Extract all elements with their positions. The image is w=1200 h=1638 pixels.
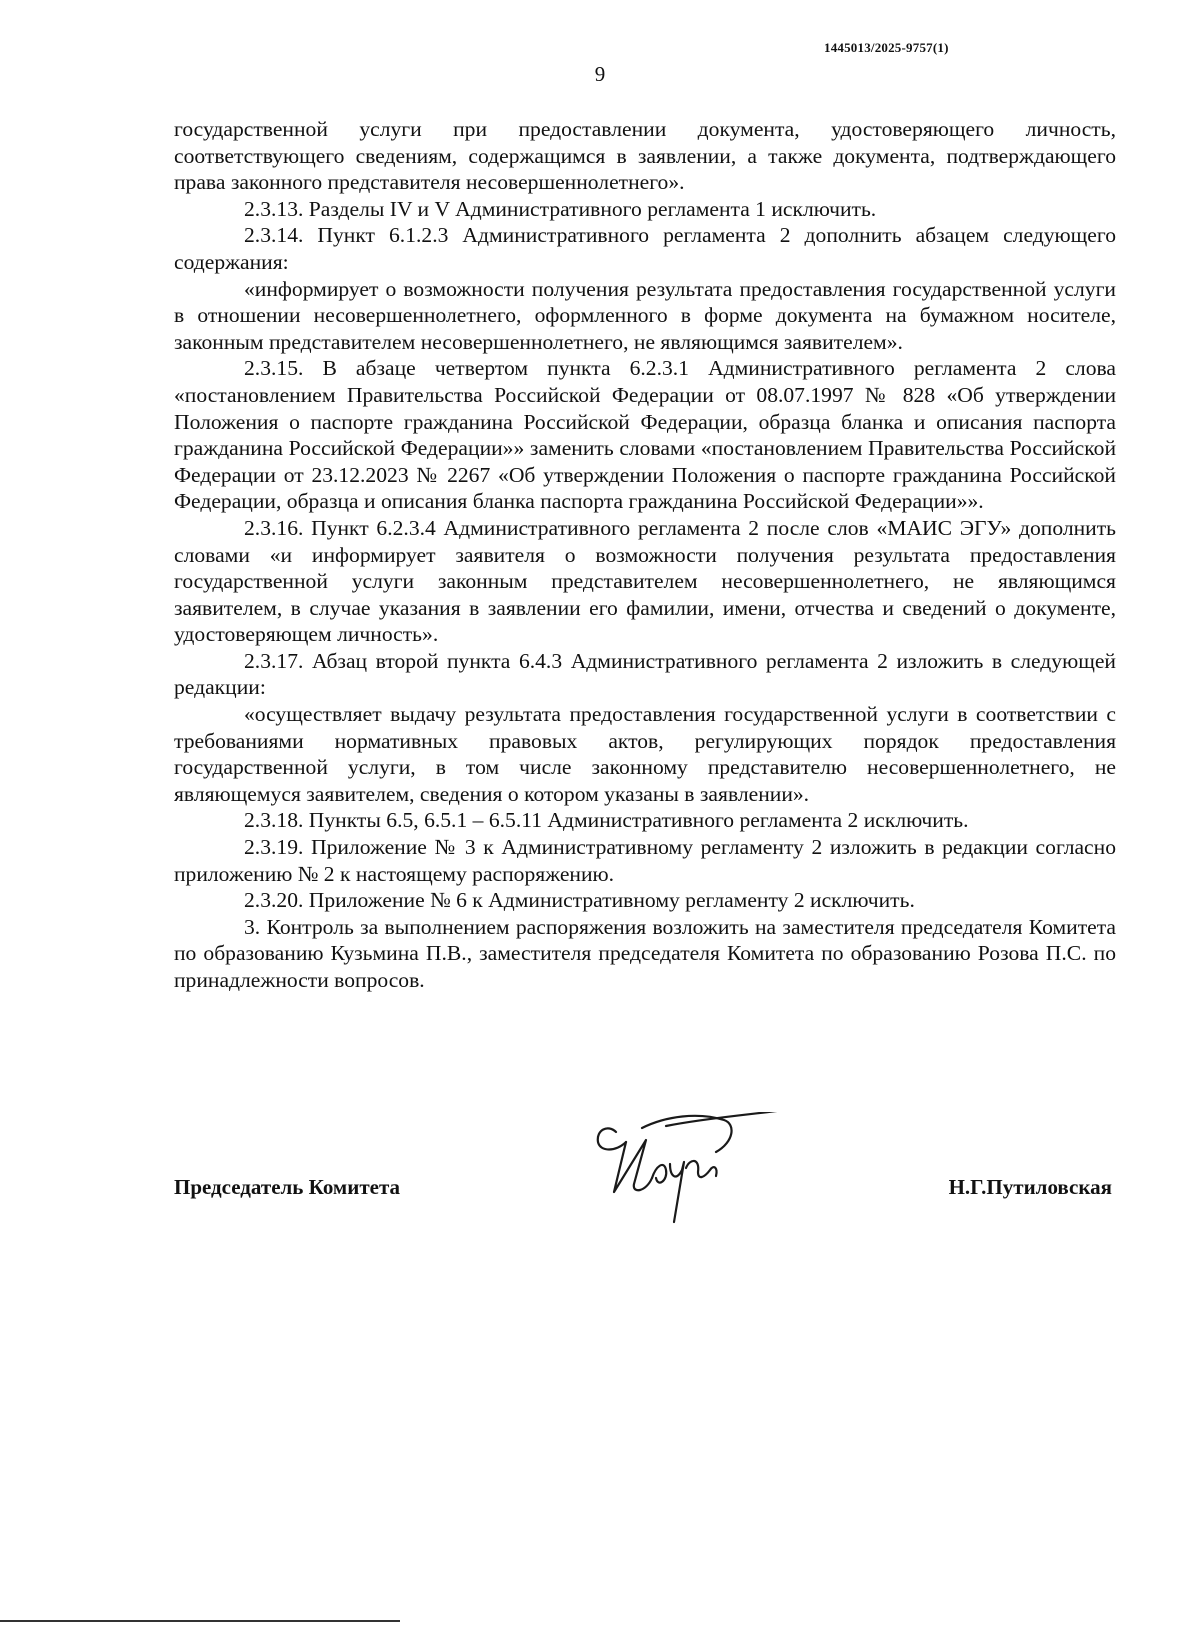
paragraph-2-3-13: 2.3.13. Разделы IV и V Административного регламента 1 исключить.: [244, 196, 877, 221]
document-body: [174, 116, 1116, 994]
paragraph-2-3-14: 2.3.14. Пункт 6.1.2.3 Административного регламента 2 дополнить абзацем следующего содержания:: [174, 223, 1116, 274]
paragraph-continuation: государственной услуги при предоставлении документа, удостоверяющего личность, соответствующего сведениям, содержащимся в заявлении, а также документа, подтверждающего права законного представителя несовершеннолетнего».: [174, 117, 1116, 195]
scan-edge-line: [0, 1620, 400, 1622]
paragraph-2-3-15: 2.3.15. В абзаце четвертом пункта 6.2.3.1 Административного регламента 2 слова «постановлением Правительства Российской Федерации от 08.07.1997 № 828 «Об утверждении Положения о паспорте гражданина Российской Федерации, образца бланка и описания паспорта гражданина Российской Федерации»» заменить словами «постановлением Правительства Российской Федерации от 23.12.2023 № 2267 «Об утверждении Положения о паспорте гражданина Российской Федерации, образца и описания бланка паспорта гражданина Российской Федерации»».: [174, 356, 1116, 514]
document-number: 1445013/2025-9757(1): [824, 40, 949, 55]
paragraph-quote-issues: «осуществляет выдачу результата предоставления государственной услуги в соответствии с требованиями нормативных правовых актов, регулирующих порядок предоставления государственной услуги, в том числе законному представителю несовершеннолетнего, не являющемуся заявителем, сведения о котором указаны в заявлении».: [174, 702, 1116, 806]
page-number: 9: [594, 62, 606, 86]
handwritten-signature: [586, 1112, 816, 1242]
paragraph-2-3-16: 2.3.16. Пункт 6.2.3.4 Административного регламента 2 после слов «МАИС ЭГУ» дополнить словами «и информирует заявителя о возможности получения результата предоставления государственной услуги законным представителем несовершеннолетнего, не являющимся заявителем, в случае указания в заявлении его фамилии, имени, отчества и сведений о документе, удостоверяющем личность».: [174, 515, 1116, 647]
paragraph-quote-informs: «информирует о возможности получения результата предоставления государственной услуги в отношении несовершеннолетнего, оформленного в форме документа на бумажном носителе, законным представителем несовершеннолетнего, не являющимся заявителем».: [174, 276, 1116, 354]
paragraph-3-control: 3. Контроль за выполнением распоряжения возложить на заместителя председателя Комитета по образованию Кузьмина П.В., заместителя председателя Комитета по образованию Розова П.С. по принадлежности вопросов.: [174, 914, 1116, 992]
paragraph-2-3-20: 2.3.20. Приложение № 6 к Административному регламенту 2 исключить.: [244, 888, 915, 913]
paragraph-2-3-19: 2.3.19. Приложение № 3 к Административному регламенту 2 изложить в редакции согласно приложению № 2 к настоящему распоряжению.: [174, 835, 1116, 886]
paragraph-2-3-17: 2.3.17. Абзац второй пункта 6.4.3 Административного регламента 2 изложить в следующей редакции:: [174, 648, 1116, 700]
paragraph-2-3-18: 2.3.18. Пункты 6.5, 6.5.1 – 6.5.11 Административного регламента 2 исключить.: [244, 808, 969, 833]
signatory-title: Председатель Комитета: [174, 1175, 401, 1199]
signatory-name: Н.Г.Путиловская: [948, 1175, 1112, 1199]
